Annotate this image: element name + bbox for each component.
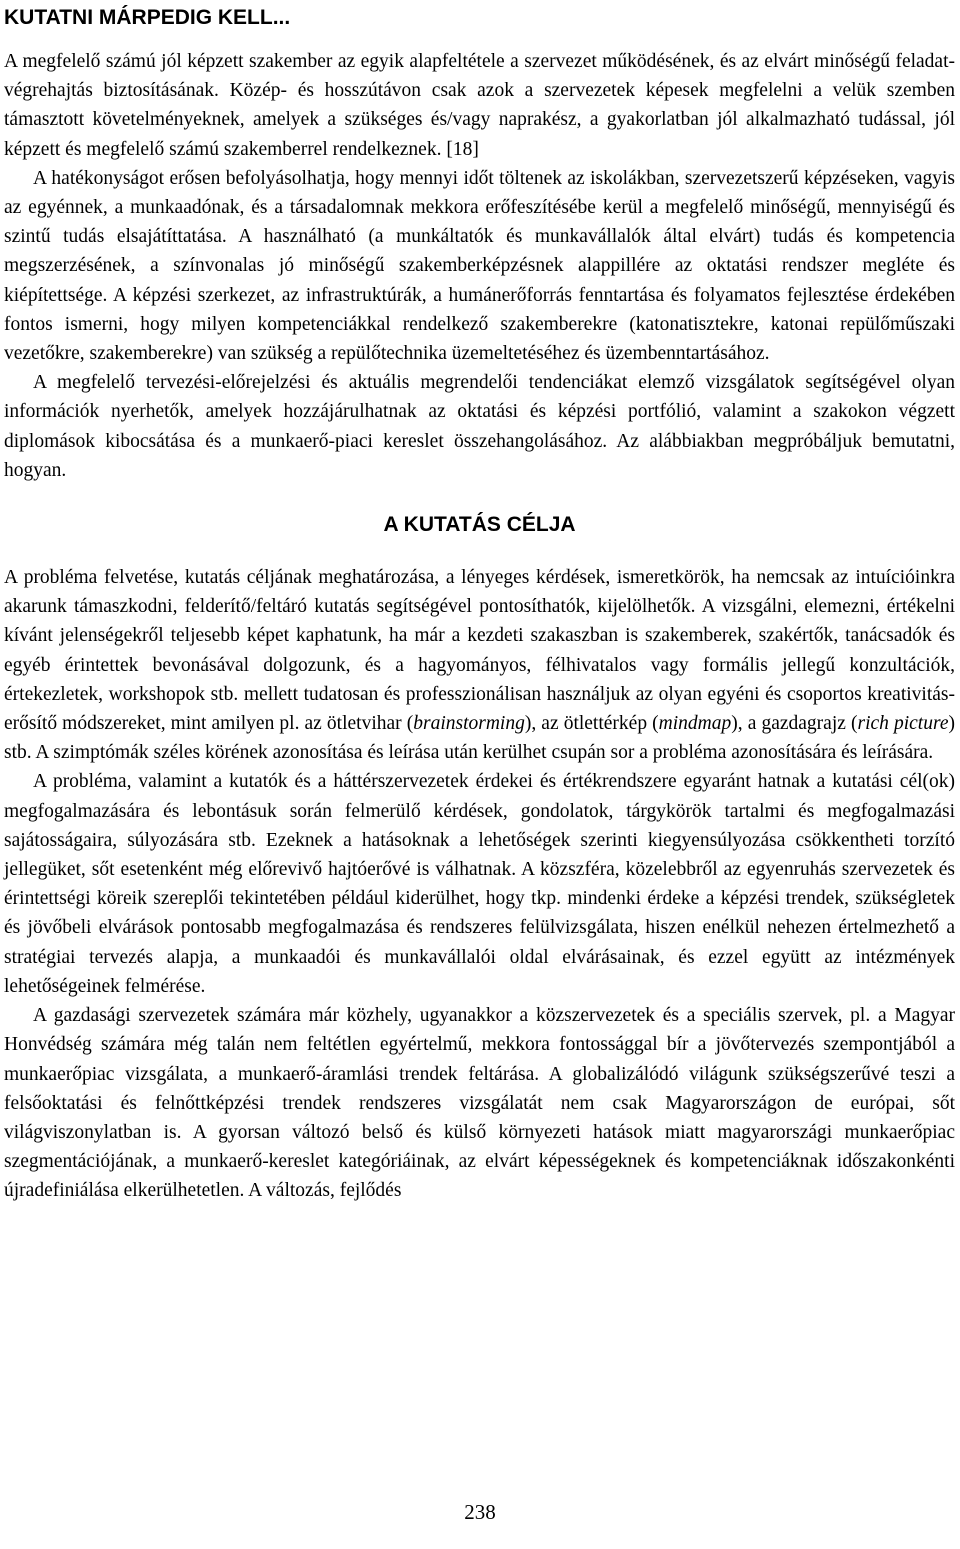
paragraph-text: A használható (a munkáltatók és munkavállalók által elvárt) tudás és kompetencia megszerzésének, a színvonalas jó minőségű szakemberképzésnek alappillére az oktatási rendszer megléte és kiépítettsége. A képzési szerkezet, az infrastruktúrák, a humánerőforrás fenntartása és folyamatos fejlesztése érdekében fontos ismerni, hogy milyen kompetenciákkal rendelkező szakemberekre (katonatisztekre, katonai repülőműszaki vezetőkre, szakemberekre) van szükség a repülőtechnika üzemeltetéséhez és üzembenntartásához. [4, 226, 955, 365]
section-heading: A KUTATÁS CÉLJA [383, 513, 576, 537]
paragraph [4, 164, 955, 368]
document-page [4, 4, 955, 1206]
paragraph [4, 47, 955, 164]
paragraph-text: A megfelelő számú jól képzett szakember az egyik alapfeltétele a szervezet működésének, és az elvárt minőségű feladat-végrehajtás biztosításának. [4, 51, 955, 102]
paragraph-text: ) stb. A szimptómák széles körének azonosítása és leírása után kerülhet csupán sor a probléma azonosítására és leírására. [4, 713, 955, 764]
paragraph [4, 563, 955, 767]
paragraph-text: A probléma felvetése, kutatás céljának meghatározása, a lényeges kérdések, ismeretkörök, ha nemcsak az intuícióinkra akarunk támaszkodni, felderítő/feltáró kutatás segítségével pontosíthatók, kijelölhetők. A vizsgálni, elemezni, értékelni kívánt jelenségekről teljesebb képet kaphatunk, ha már a kezdeti szakaszban is szakemberek, szakértők, tanácsadók és egyéb érintettek bevonásával dolgozunk, és a hagyományos, félhivatalos vagy formális jellegű konzultációk, értekezletek, workshopok stb. mellett tudatosan és professzionálisan használjuk az olyan egyéni és csoportos kreativitás-erősítő módszereket, mint amilyen pl. az ötletvihar ( [4, 567, 955, 735]
paragraph: A megfelelő tervezési-előrejelzési és aktuális megrendelői tendenciákat elemző vizsgálatok segítségével olyan információk nyerhetők, amelyek hozzájárulhatnak az oktatási és képzési portfólió, valamint a szakokon végzett diplomások kibocsátása és a munkaerő-piaci kereslet összehangolásához. Az alábbiakban megpróbáljuk bemutatni, hogyan. [4, 372, 955, 481]
paragraph-text: ), a gazdagrajz ( [731, 713, 858, 735]
paragraph: A probléma, valamint a kutatók és a háttérszervezetek érdekei és értékrendszere egyaránt hatnak a kutatási cél(ok) megfogalmazására és lebontásuk során felmerülő kérdések, gondolatok, tárgykörök tartalmi és megfogalmazási sajátosságaira, súlyozására stb. Ezeknek a hatásoknak a lehetőségek szerinti kiegyensúlyozása csökkentheti torzító jellegüket, sőt esetenként még előrevivő hajtóerővé is válhatnak. A közszféra, közelebbről az egyenruhás szervezetek és érintettségi köreik szereplői tekintetében például kiderülhet, hogy tkp. mindenki érdeke a képzési trendek, szükségletek és jövőbeli elvárások pontosabb megfogalmazása és rendszeres felülvizsgálata, hiszen enélkül nehezen értelmezhető a stratégiai tervezés alapja, a munkaadói és munkavállalói oldal elvárásainak, és ezzel együtt az intézmények lehetőségeinek felmérése. [4, 771, 955, 997]
paragraph-text: A hatékonyságot erősen befolyásolhatja, hogy mennyi időt töltenek az iskolákban, szervezetszerű képzéseken, vagyis az egyénnek, a munkaadónak, és a társadalomnak mekkora erőfeszítésébe kerül a megfelelő minőségű, mennyiségű és szintű tudás elsajátíttatása. [4, 167, 955, 248]
paragraph: A gazdasági szervezetek számára már közhely, ugyanakkor a közszervezetek és a speciális szervek, pl. a Magyar Honvédség számára még talán nem feltétlen egyértelmű, mekkora fontossággal bír a jövőtervezés szempontjából a munkaerőpiac vizsgálata, a munkaerő-áramlási trendek feltárása. A globalizálódó világunk szükségszerűvé teszi a felsőoktatási és felnőttképzési trendek rendszeres vizsgálatát nem csak Magyarországon de európai, sőt világviszonylatban is. A gyorsan változó belső és külső környezeti hatások miatt magyarországi munkaerőpiac szegmentációjának, a munkaerő-kereslet kategóriáinak, az elvárt képességeknek és kompetenciáknak időszakonkénti újradefiniálása elkerülhetetlen. A változás, fejlődés [4, 1005, 955, 1202]
page-number: 238 [464, 1500, 496, 1524]
citation: [18] [441, 138, 479, 160]
italic-term: rich picture [857, 713, 949, 735]
italic-term: mindmap [658, 713, 732, 735]
italic-term: brainstorming [413, 713, 525, 735]
paragraph-text: ), az ötlettérkép ( [524, 713, 659, 735]
section-heading: KUTATNI MÁRPEDIG KELL... [4, 6, 291, 29]
paragraph-text: Közép- és hosszútávon csak azok a szervezetek képesek megfelelni a velük szemben támasztott követelményeknek, amelyek a szükséges és/vagy naprakész, a gyakorlatban jól alkalmazható tudással, jól képzett és megfelelő számú szakemberrel rendelkeznek. [4, 80, 955, 160]
